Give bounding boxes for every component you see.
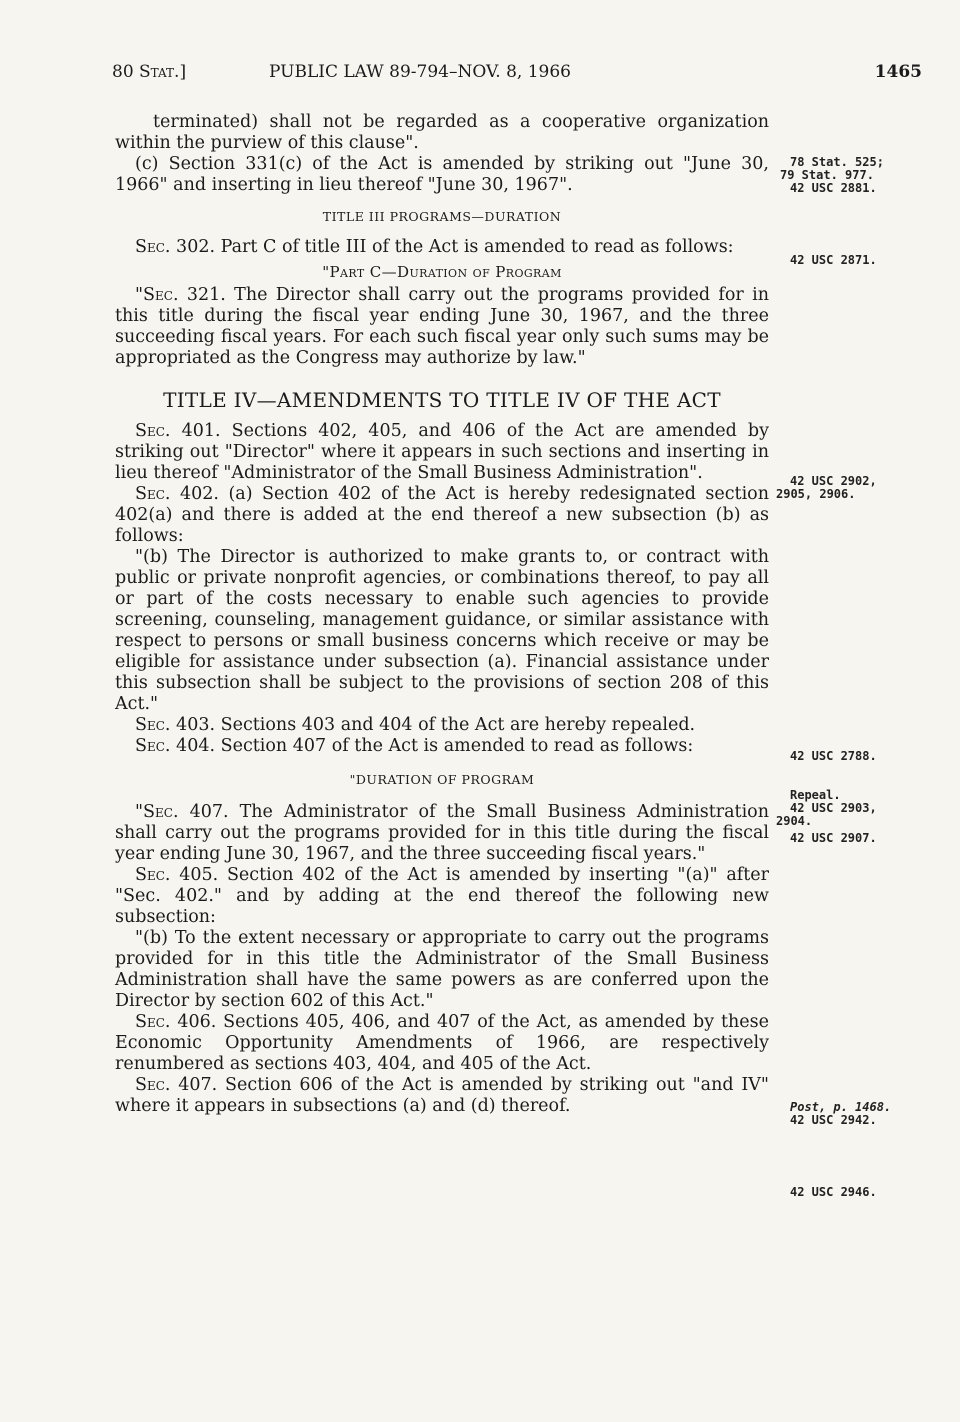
margin-note-line: Post, p. 1468.: [790, 1100, 892, 1114]
margin-note: [790, 832, 877, 845]
margin-note: [790, 254, 877, 267]
paragraph-text: Section 407 of the Act is amended to read as follows:: [220, 736, 694, 756]
paragraph: [115, 802, 769, 865]
section-label: Sec. 402.: [135, 484, 219, 504]
margin-note: [790, 750, 877, 763]
section-label: Sec. 403.: [135, 715, 216, 735]
margin-note-line: 2905, 2906.: [776, 487, 856, 501]
section-label: Sec. 407.: [135, 1075, 218, 1095]
margin-note-line: 42 USC 2907.: [790, 831, 877, 845]
margin-note: [790, 1101, 891, 1127]
section-label: Sec. 404.: [135, 736, 216, 756]
paragraph-text: Sections 405, 406, and 407 of the Act, as amended by these Economic Opportunity Amendments of 1966, are respectively renumbered as sections 403, 404, and 405 of the Act.: [115, 1012, 769, 1074]
paragraph: [115, 1012, 769, 1075]
paragraph-text: Section 402 of the Act is amended by inserting "(a)" after "Sec. 402." and by adding at the end thereof the following new subsection:: [115, 865, 769, 927]
margin-note: [780, 155, 884, 195]
section-label: Sec. 405.: [135, 865, 219, 885]
paragraph: [115, 285, 769, 369]
paragraph: terminated) shall not be regarded as a cooperative organization within the purview of this clause".: [115, 112, 769, 153]
header-volume: 80 Stat.]: [112, 62, 187, 82]
paragraph-text: Part C of title III of the Act is amended to read as follows:: [220, 237, 734, 257]
margin-note: [790, 1186, 877, 1199]
margin-note-line: 42 USC 2788.: [790, 749, 877, 763]
section-heading: TITLE III PROGRAMS—DURATION: [322, 209, 562, 224]
paragraph-text: Sections 402, 405, and 406 of the Act are amended by striking out "Director" where it appears in such sections and inserting in lieu thereof "Administrator of the Small Business Administration".: [115, 421, 769, 483]
paragraph: [115, 1075, 769, 1117]
part-heading: "Part C—Duration of Program: [322, 263, 562, 281]
margin-note-line: 78 Stat. 525;: [790, 155, 884, 169]
margin-note: [776, 788, 877, 828]
margin-note-line: 42 USC 2942.: [790, 1113, 877, 1127]
paragraph: [115, 865, 769, 928]
section-label: Sec. 302.: [135, 237, 216, 257]
paragraph: [115, 715, 769, 736]
margin-note-line: 42 USC 2871.: [790, 253, 877, 267]
paragraph-text: The Administrator of the Small Business Administration shall carry out the programs provided for in this title during the fiscal year ending June 30, 1967, and the three succeeding fiscal years.": [115, 802, 769, 864]
paragraph: [115, 484, 769, 547]
paragraph: (c) Section 331(c) of the Act is amended by striking out "June 30, 1966" and inserting in lieu thereof "June 30, 1967".: [115, 154, 769, 195]
paragraph: [115, 736, 769, 757]
paragraph-text: Sections 403 and 404 of the Act are hereby repealed.: [220, 715, 696, 735]
margin-note: [776, 474, 877, 501]
margin-note-line: 42 USC 2902,: [790, 474, 877, 488]
header-page-number: 1465: [874, 62, 922, 82]
paragraph: "(b) To the extent necessary or appropriate to carry out the programs provided for in this title the Administrator of the Small Business Administration shall have the same powers as are conferred upon the Director by section 602 of this Act.": [115, 928, 769, 1011]
margin-note-line: 2904.: [776, 814, 813, 828]
paragraph: [115, 237, 769, 258]
section-label: Sec. 401.: [135, 421, 221, 441]
paragraph-text: (a) Section 402 of the Act is hereby redesignated section 402(a) and there is added at the end thereof a new subsection (b) as follows:: [115, 484, 769, 546]
section-label: "Sec. 407.: [135, 802, 229, 822]
section-heading: "DURATION OF PROGRAM: [349, 772, 535, 787]
paragraph: "(b) The Director is authorized to make grants to, or contract with public or private nonprofit agencies, or combinations thereof, to pay all or part of the costs necessary to enable such agencies to provide screening, counseling, management guidance, or similar assistance with respect to persons or small business concerns which receive or may be eligible for assistance under subsection (a). Financial assistance under this subsection shall be subject to the provisions of section 208 of this Act.": [115, 547, 769, 714]
page-header: [112, 62, 922, 86]
paragraph: [115, 421, 769, 484]
margin-note-line: 42 USC 2946.: [790, 1185, 877, 1199]
margin-note-line: Repeal.: [790, 788, 841, 802]
margin-note-line: 42 USC 2881.: [790, 181, 877, 195]
paragraph-text: The Director shall carry out the programs provided for in this title during the fiscal year ending June 30, 1967, and the three succeeding fiscal years. For each such fiscal year only such sums may be appropriated as the Congress may authorize by law.": [115, 285, 769, 368]
section-label: "Sec. 321.: [135, 285, 226, 305]
paragraph-text: Section 606 of the Act is amended by striking out "and IV" where it appears in subsections (a) and (d) thereof.: [115, 1075, 769, 1116]
margin-note-line: 79 Stat. 977.: [780, 168, 874, 182]
main-text: [115, 112, 769, 1117]
section-label: Sec. 406.: [135, 1012, 217, 1032]
title-heading: TITLE IV—AMENDMENTS TO TITLE IV OF THE ACT: [163, 388, 721, 412]
header-law-title: PUBLIC LAW 89-794–NOV. 8, 1966: [269, 62, 571, 82]
margin-note-line: 42 USC 2903,: [790, 801, 877, 815]
